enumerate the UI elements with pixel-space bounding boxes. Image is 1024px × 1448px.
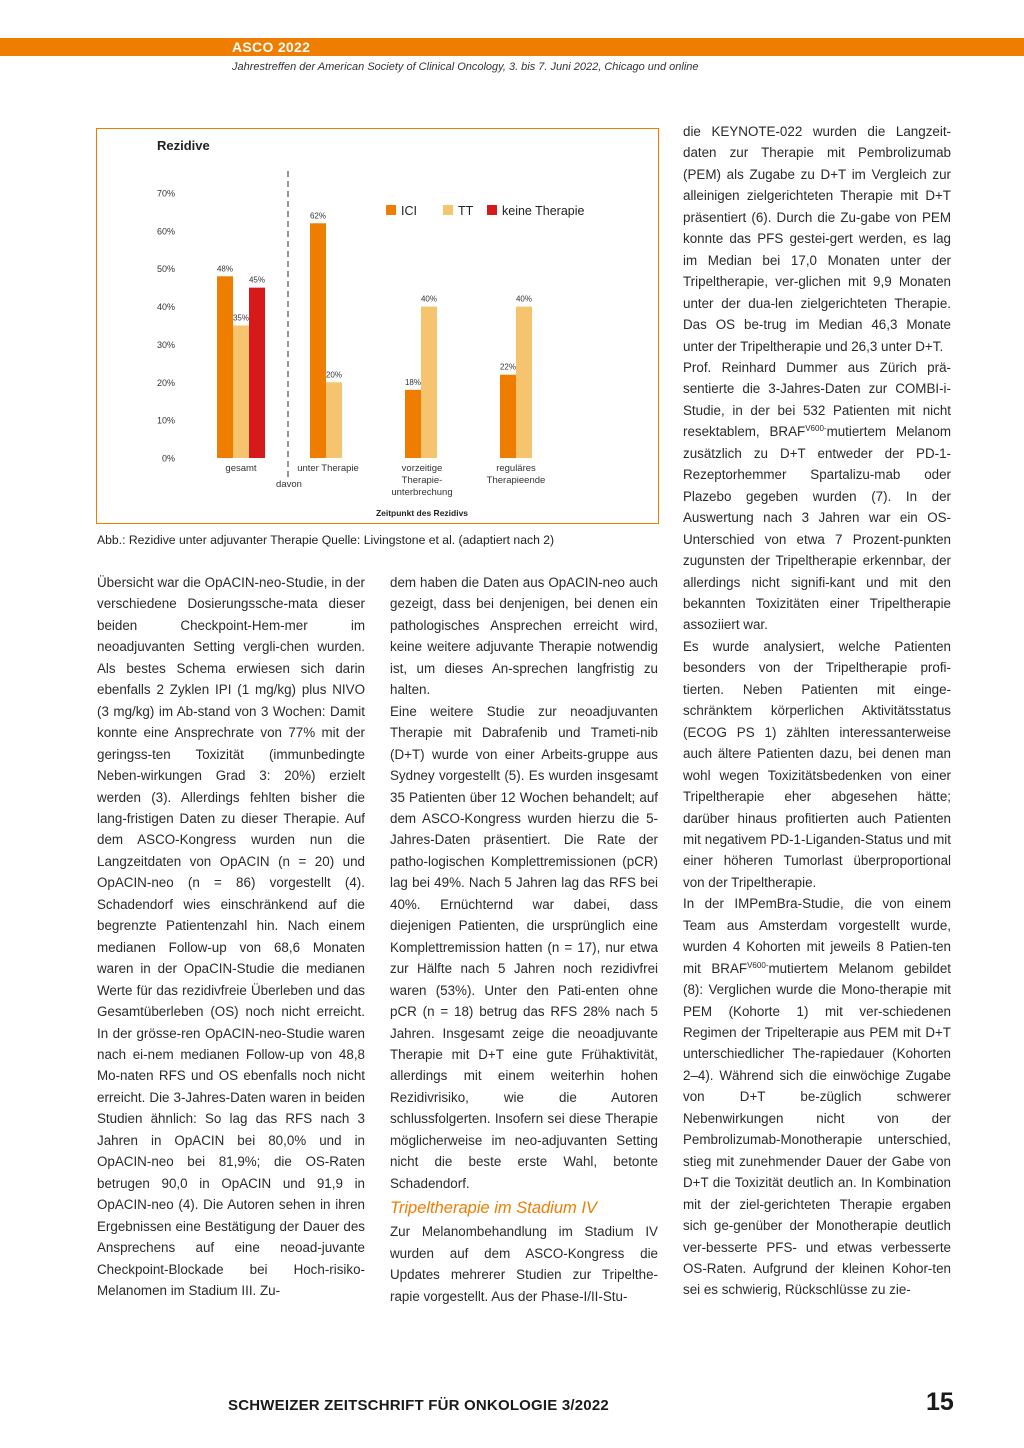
x-category-label: Therapieende xyxy=(486,475,546,486)
x-category-label: vorzeitige xyxy=(401,463,443,474)
bar-value-label: 48% xyxy=(216,264,234,274)
paragraph: Übersicht war die OpACIN-neo-Studie, in der verschiedene Dosierungssche-mata dieser beiden Checkpoint-Hem-mer im neoadjuvanten Setting vergli-chen wurden. Als bestes Schema erwiesen sich darin ebenfalls 2 Zyklen IPI (1 mg/kg) plus NIVO (3 mg/kg) im Ab-stand von 3 Wochen: Damit konnte eine Ansprechrate von 77% mit der geringss-ten Toxizität (immunbedingte Neben-wirkungen Grad 3: 20%) erzielt werden (3). Allerdings fehlten bisher die lang-fristigen Daten zu dieser Therapie. Auf dem ASCO-Kongress wurden nun die Langzeitdaten von OpACIN (n = 20) und OpACIN-neo (n = 86) vorgestellt (4). Schadendorf wies einschränkend auf die begrenzte Patientenzahl hin. Nach einem medianen Follow-up von 68,6 Monaten waren in der OpaCIN-Studie die medianen Werte für das rezidivfreie Überleben und das Gesamtüberleben (OS) noch nicht erreicht. In der grösse-ren OpACIN-neo-Studie waren nach ei-nem medianen Follow-up von 48,8 Mo-naten RFS und OS ebenfalls noch nicht erreicht. Die 3-Jahres-Daten waren in beiden Studien ähnlich: So lag das RFS nach 3 Jahren in OpACIN bei 80,0% und in OpACIN-neo bei 81,9%; die OS-Raten betrugen 90,0 in OpACIN und 91,9 in OpACIN-neo (4). Die Autoren sehen in ihren Ergebnissen eine Bestätigung der Dauer des Ansprechens auf eine neoad-juvante Checkpoint-Blockade bei Hoch-risiko-Melanomen im Stadium III. Zu- xyxy=(97,575,365,1298)
text-run: In der IMPemBra-Studie, die von einem Team aus Amsterdam vorgestellt wurde, wurden 4 Kohorten mit jeweils 8 Patien-ten mit BRAF xyxy=(683,896,951,976)
paragraph: Eine weitere Studie zur neoadjuvanten Therapie mit Dabrafenib und Trameti-nib (D+T) wurde von einer Arbeits-gruppe aus Sydney vorgestellt (5). Es wurden insgesamt 35 Patienten über 12 Wochen behandelt; auf dem ASCO-Kongress wurden hierzu die 5-Jahres-Daten präsentiert. Die Rate der patho-logischen Komplettremissionen (pCR) lag bei 49%. Nach 5 Jahren lag das RFS bei 40%. Ernüchternd war dabei, dass diejenigen Patienten, die ursprünglich eine Komplettremission hatten (n = 17), nur etwa zur Hälfte nach 5 Jahren noch rezidivfrei waren (53%). Unter den Pati-enten ohne pCR (n = 18) betrug das RFS 28% nach 5 Jahren. Insgesamt zeige die neoadjuvante Therapie mit D+T eine gute Frühaktivität, allerdings mit einem weiterhin hohen Rezidivrisiko, wie die Autoren schlussfolgerten. Insofern sei diese Therapie möglicherweise im neo-adjuvanten Setting nicht die beste erste Wahl, betonte Schadendorf. xyxy=(390,703,658,1191)
bar-ici xyxy=(500,375,516,458)
y-tick-label: 70% xyxy=(156,188,175,199)
x-category-label: gesamt xyxy=(225,463,257,474)
legend-label: TT xyxy=(458,204,474,218)
bar-value-label: 22% xyxy=(499,362,517,372)
bar-tt xyxy=(421,307,437,458)
bar-value-label: 40% xyxy=(515,294,533,304)
header-bar xyxy=(0,38,1024,56)
x-category-label: Therapie- xyxy=(401,475,443,486)
x-category-label: unter Therapie xyxy=(297,463,359,474)
bar-value-label: 45% xyxy=(248,275,266,285)
y-tick-label: 30% xyxy=(156,339,175,350)
figure-caption: Abb.: Rezidive unter adjuvanter Therapie Quelle: Livingstone et al. (adaptiert nach 2) xyxy=(97,533,555,547)
bar-ici xyxy=(405,390,421,458)
bar-value-label: 40% xyxy=(420,294,438,304)
bar-keine-therapie xyxy=(249,288,265,458)
footer-journal: SCHWEIZER ZEITSCHRIFT FÜR ONKOLOGIE 3/2022 xyxy=(228,1397,609,1414)
paragraph xyxy=(683,357,951,636)
header-subtitle: Jahrestreffen der American Society of Clinical Oncology, 3. bis 7. Juni 2022, Chicago und online xyxy=(232,61,699,73)
bar-tt xyxy=(326,382,342,458)
text-run: mutiertem Melanom zusätzlich zu D+T entweder der PD-1-Rezeptorhemmer Spartalizu-mab oder Plazebo gegeben wurden (7). In der Auswertung nach 3 Jahren war ein OS-Unterschied von etwa 7 Prozent-punkten zugunsten der Tripeltherapie erkennbar, der allerdings nicht signifi-kant und mit den bekannten Toxizitäten einer Tripeltherapie assoziiert war. xyxy=(683,424,951,633)
section-heading: Tripeltherapie im Stadium IV xyxy=(390,1199,597,1218)
text-column-2 xyxy=(390,572,658,1307)
legend-label: ICI xyxy=(401,204,417,218)
bar-value-label: 35% xyxy=(232,313,250,323)
text-column-1 xyxy=(97,572,365,1301)
legend-swatch xyxy=(443,205,453,215)
y-tick-label: 20% xyxy=(156,377,175,388)
text-run: mutiertem Melanom gebildet (8): Verglichen wurde die Mono-therapie mit PEM (Kohorte 1) mit ver-schiedenen Regimen der Tripelterapie aus PEM mit D+T unterschiedlicher The-rapiedauer (Kohorten 2–4). Während sich die einwöchige Zugabe von D+T be-züglich schwerer Nebenwirkungen nicht von der Pembrolizumab-Monotherapie unterschied, stieg mit zunehmender Dauer der Gabe von D+T die Toxizität deutlich an. In Kombination mit der ziel-gerichteten Therapie ergaben sich ge-genüber der Monotherapie deutlich ver-besserte PFS- und etwas verbesserte OS-Raten. Aufgrund der kleinen Kohor-ten sei es schwierig, Rückschlüsse zu zie- xyxy=(683,960,951,1298)
bar-ici xyxy=(217,276,233,458)
text-run: Prof. Reinhard Dummer aus Zürich prä-sentierte die 3-Jahres-Daten zur COMBI-i-Studie, in der bei 532 Patienten mit nicht resektablem, BRAF xyxy=(683,359,951,440)
paragraph xyxy=(683,893,951,1301)
bar-tt xyxy=(516,307,532,458)
bar-value-label: 18% xyxy=(404,377,422,387)
bar-value-label: 62% xyxy=(309,211,327,221)
superscript: V600- xyxy=(805,424,827,434)
y-tick-label: 50% xyxy=(156,264,175,275)
legend-swatch xyxy=(487,205,497,215)
superscript: V600- xyxy=(747,960,769,970)
group-label: davon xyxy=(276,479,302,490)
x-category-label: unterbrechung xyxy=(391,487,453,498)
paragraph: Es wurde analysiert, welche Patienten besonders von der Tripeltherapie profi-tierten. Neben Patienten mit einge-schränktem körperlichen Aktivitätsstatus (ECOG PS 1) zählten interessanterweise auch ältere Patienten dazu, bei denen man wohl wegen Toxizitätsbedenken von einer Tripeltherapie eher abgesehen hätte; darüber hinaus profitierten auch Patienten mit negativem PD-1-Liganden-Status und mit einer höheren Tumorlast überproportional von der Tripeltherapie. xyxy=(683,638,951,890)
bar-value-label: 20% xyxy=(325,370,343,380)
paragraph: dem haben die Daten aus OpACIN-neo auch gezeigt, dass bei denjenigen, bei denen ein pathologisches Ansprechen erreicht wird, keine weitere adjuvante Therapie notwendig ist, um dieses An-sprechen langfristig zu halten. xyxy=(390,575,658,698)
x-axis-title: Zeitpunkt des Rezidivs xyxy=(375,508,469,518)
y-tick-label: 40% xyxy=(156,302,175,313)
bar-tt xyxy=(233,326,249,459)
y-tick-label: 60% xyxy=(156,226,175,237)
legend-label: keine Therapie xyxy=(502,204,585,218)
legend-swatch xyxy=(386,205,396,215)
page-number: 15 xyxy=(926,1388,954,1416)
y-tick-label: 0% xyxy=(161,453,175,464)
paragraph: die KEYNOTE-022 wurden die Langzeit-daten zur Therapie mit Pembrolizumab (PEM) als Zugabe zu D+T im Vergleich zur alleinigen zielgerichteten Therapie mit D+T präsentiert (6). Durch die Zu-gabe von PEM konnte das PFS gestei-gert werden, es lag im Median bei 17,0 Monaten unter der Tripeltherapie, ver-glichen mit 9,9 Monaten unter der dua-len zielgerichteten Therapie. Das OS be-trug im Median 46,3 Monate unter der Tripeltherapie und 26,3 unter D+T. xyxy=(683,124,951,354)
y-tick-label: 10% xyxy=(156,415,175,426)
x-category-label: reguläres xyxy=(496,463,536,474)
relapse-bar-chart xyxy=(97,129,657,522)
figure-frame xyxy=(96,128,659,524)
chart-title: Rezidive xyxy=(157,138,210,153)
text-column-3 xyxy=(683,121,951,1301)
header-title: ASCO 2022 xyxy=(232,39,311,55)
paragraph: Zur Melanombehandlung im Stadium IV wurden auf dem ASCO-Kongress die Updates mehrerer Studien zur Tripelthe-rapie vorgestellt. Aus der Phase-I/II-Stu- xyxy=(390,1224,658,1304)
bar-ici xyxy=(310,223,326,458)
